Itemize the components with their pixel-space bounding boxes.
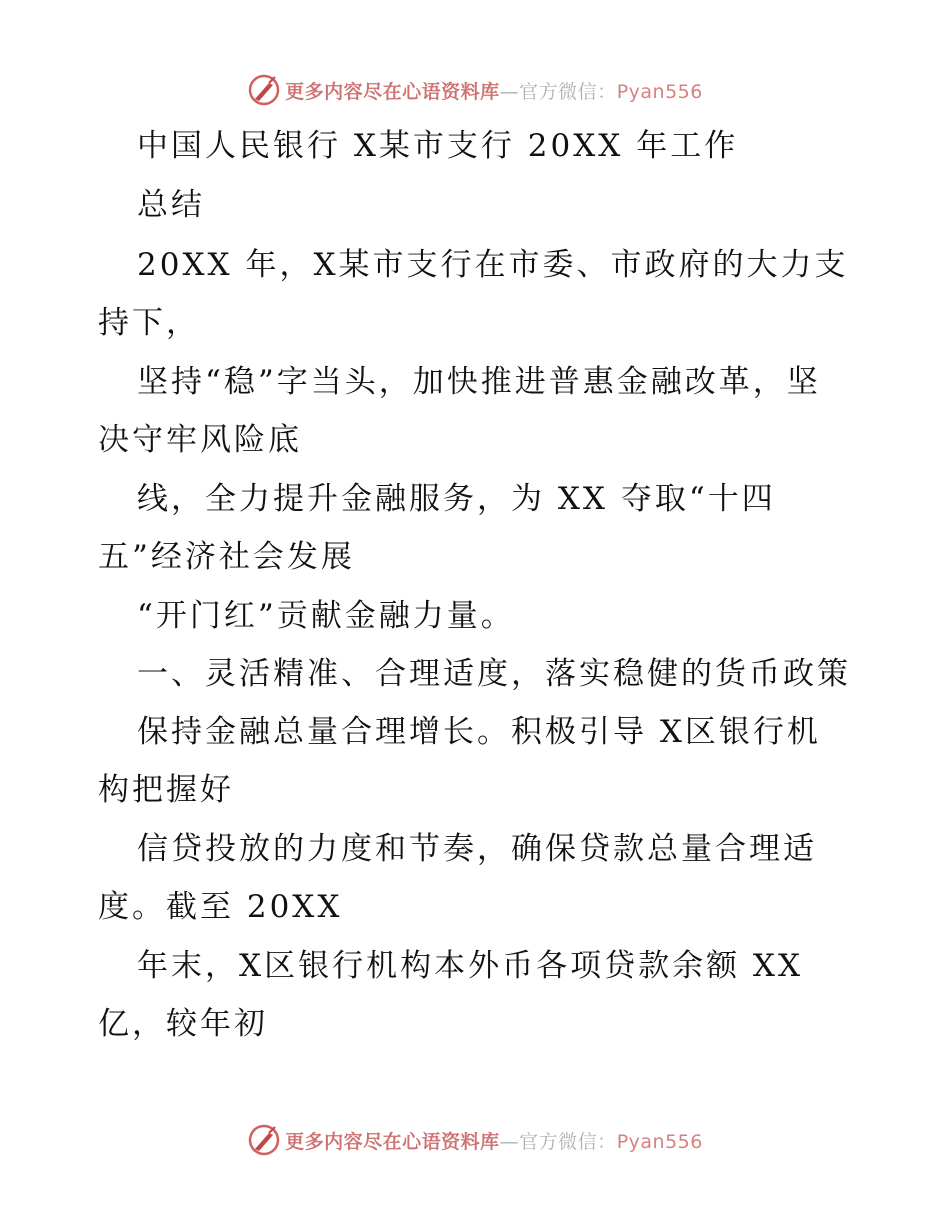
doc-text-line: 持下， <box>98 305 200 341</box>
watermark-label: 官方微信： <box>519 80 617 103</box>
doc-text-line: “开门红”贡献金融力量。 <box>137 598 515 634</box>
doc-text-line: 构把握好 <box>98 772 234 808</box>
watermark-text <box>285 1127 703 1154</box>
watermark-main: 更多内容尽在心语资料库 <box>285 1130 500 1153</box>
doc-text-line: 信贷投放的力度和节奏，确保贷款总量合理适 <box>137 831 817 867</box>
doc-text-line: 线，全力提升金融服务，为 XX 夺取“十四 <box>137 481 776 517</box>
watermark-dash: — <box>499 80 520 103</box>
watermark-handle: Pyan556 <box>616 1130 703 1153</box>
doc-title-line-1: 中国人民银行 X某市支行 20XX 年工作 <box>137 128 739 164</box>
doc-text-line: 保持金融总量合理增长。积极引导 X区银行机 <box>137 714 821 750</box>
watermark-label: 官方微信： <box>519 1130 617 1153</box>
doc-text-line: 决守牢风险底 <box>98 422 302 458</box>
watermark-handle: Pyan556 <box>616 80 703 103</box>
watermark-main: 更多内容尽在心语资料库 <box>285 80 500 103</box>
footer-watermark <box>0 1120 950 1160</box>
doc-text-line: 坚持“稳”字当头，加快推进普惠金融改革，坚 <box>137 364 821 400</box>
doc-text-line: 五”经济社会发展 <box>98 539 355 575</box>
quill-logo-icon <box>247 1123 281 1157</box>
doc-text-line: 年末，X区银行机构本外币各项贷款余额 XX <box>137 948 804 984</box>
watermark-dash: — <box>499 1130 520 1153</box>
doc-text-line: 度。截至 20XX <box>98 889 343 925</box>
doc-text-line: 20XX 年，X某市支行在市委、市政府的大力支 <box>137 247 849 283</box>
doc-title-line-2: 总结 <box>137 187 205 223</box>
doc-section-heading: 一、灵活精准、合理适度，落实稳健的货币政策 <box>137 656 851 692</box>
doc-text-line: 亿，较年初 <box>98 1006 268 1042</box>
